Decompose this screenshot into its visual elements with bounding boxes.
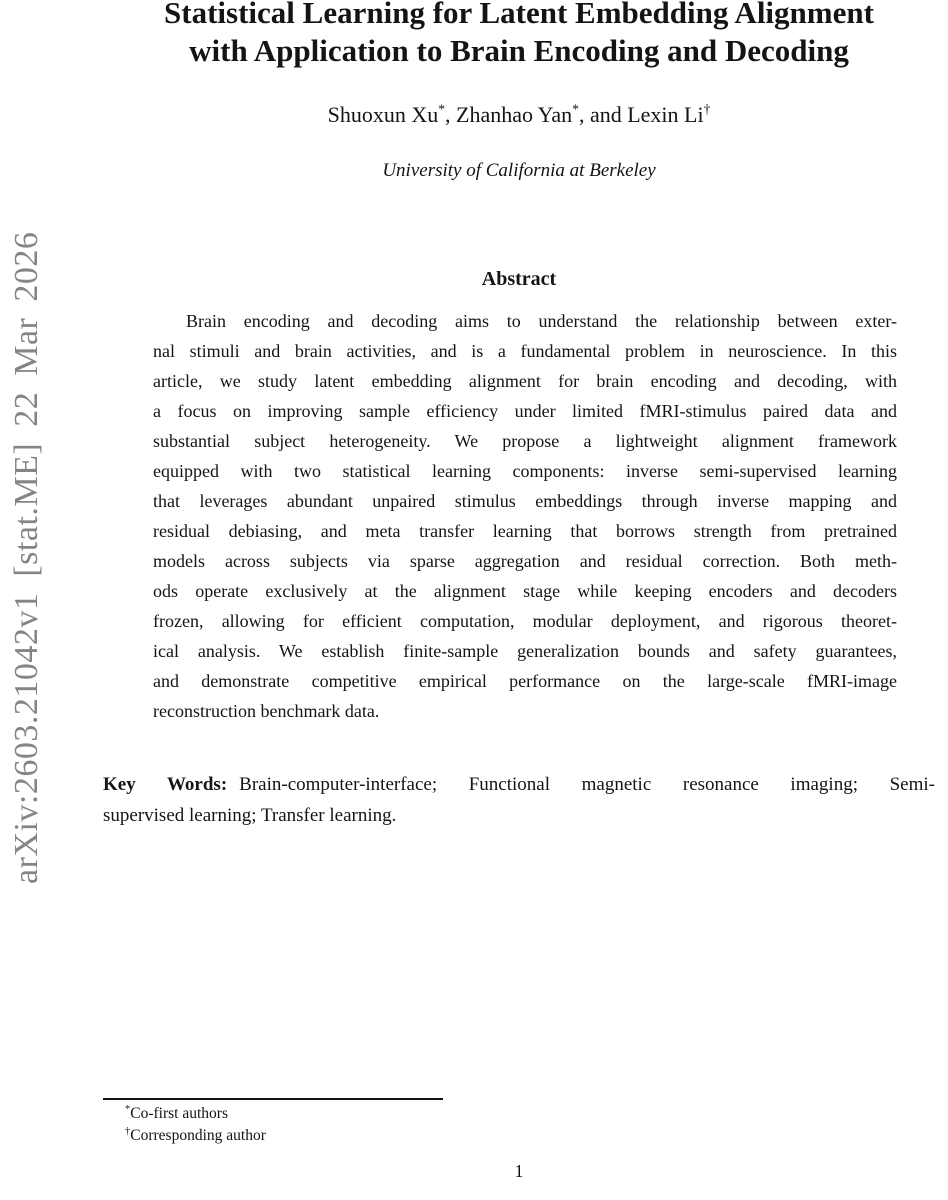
footnote-cofirst-text: Co-first authors — [130, 1105, 228, 1122]
author-second-sep: , and — [578, 102, 628, 127]
abstract-line: residual debiasing, and meta transfer learning that borrows strength from pretrained — [153, 521, 897, 541]
abstract-line: Brain encoding and decoding aims to understand the relationship between exter- — [186, 311, 897, 331]
abstract-line: ods operate exclusively at the alignment stage while keeping encoders and decoders — [153, 581, 897, 601]
keywords-text1: Brain-computer-interface; Functional magnetic resonance imaging; Semi- — [239, 774, 935, 795]
paper-title-line2: with Application to Brain Encoding and Decoding — [189, 33, 849, 68]
footnote-cofirst-marker: * — [125, 1103, 131, 1115]
footnote-corresponding-text: Corresponding author — [130, 1127, 266, 1144]
affiliation: University of California at Berkeley — [382, 160, 656, 181]
author-second-mark: * — [572, 101, 579, 117]
abstract-line: and demonstrate competitive empirical performance on the large-scale fMRI-image — [153, 671, 897, 691]
keywords-label: Key Words: — [103, 774, 228, 795]
page-number: 1 — [514, 1161, 524, 1181]
footnotes — [103, 1103, 935, 1147]
author-first-sep: , — [445, 102, 457, 127]
footnote-corresponding-marker: † — [125, 1125, 131, 1137]
footnote-rule — [103, 1098, 443, 1100]
paper-content — [103, 0, 935, 1200]
author-third-mark: † — [703, 101, 711, 117]
abstract-heading: Abstract — [481, 268, 557, 290]
abstract-line: models across subjects via sparse aggregation and residual correction. Both meth- — [153, 551, 897, 571]
abstract-line: a focus on improving sample efficiency under limited fMRI-stimulus paired data and — [153, 401, 897, 421]
keywords-line1 — [103, 769, 935, 800]
author-third: Lexin Li — [627, 102, 704, 127]
arxiv-watermark: arXiv:2603.21042v1 [stat.ME] 22 Mar 2026 — [8, 231, 45, 884]
abstract-line: reconstruction benchmark data. — [153, 701, 380, 721]
abstract-line: ical analysis. We establish finite-sample generalization bounds and safety guarantees, — [153, 641, 897, 661]
abstract-line: nal stimuli and brain activities, and is a fundamental problem in neuroscience. In this — [153, 341, 897, 361]
author-first: Shuoxun Xu — [327, 102, 439, 127]
abstract-line: article, we study latent embedding alignment for brain encoding and decoding, with — [153, 371, 897, 391]
abstract-line: substantial subject heterogeneity. We propose a lightweight alignment framework — [153, 431, 897, 451]
author-first-mark: * — [438, 101, 446, 117]
footnote-corresponding — [103, 1125, 935, 1147]
abstract-body — [153, 306, 897, 726]
footnote-cofirst — [103, 1103, 935, 1125]
abstract-line: frozen, allowing for efficient computation, modular deployment, and rigorous theoret- — [153, 611, 897, 631]
author-line — [103, 100, 935, 130]
keywords-block — [103, 769, 935, 831]
paper-title-line1: Statistical Learning for Latent Embedding Alignment — [164, 0, 874, 30]
abstract-line: equipped with two statistical learning components: inverse semi-supervised learning — [153, 461, 897, 481]
abstract-line: that leverages abundant unpaired stimulus embeddings through inverse mapping and — [153, 491, 897, 511]
paper-title — [103, 0, 935, 70]
author-second: Zhanhao Yan — [456, 102, 573, 127]
keywords-line2: supervised learning; Transfer learning. — [103, 805, 397, 826]
